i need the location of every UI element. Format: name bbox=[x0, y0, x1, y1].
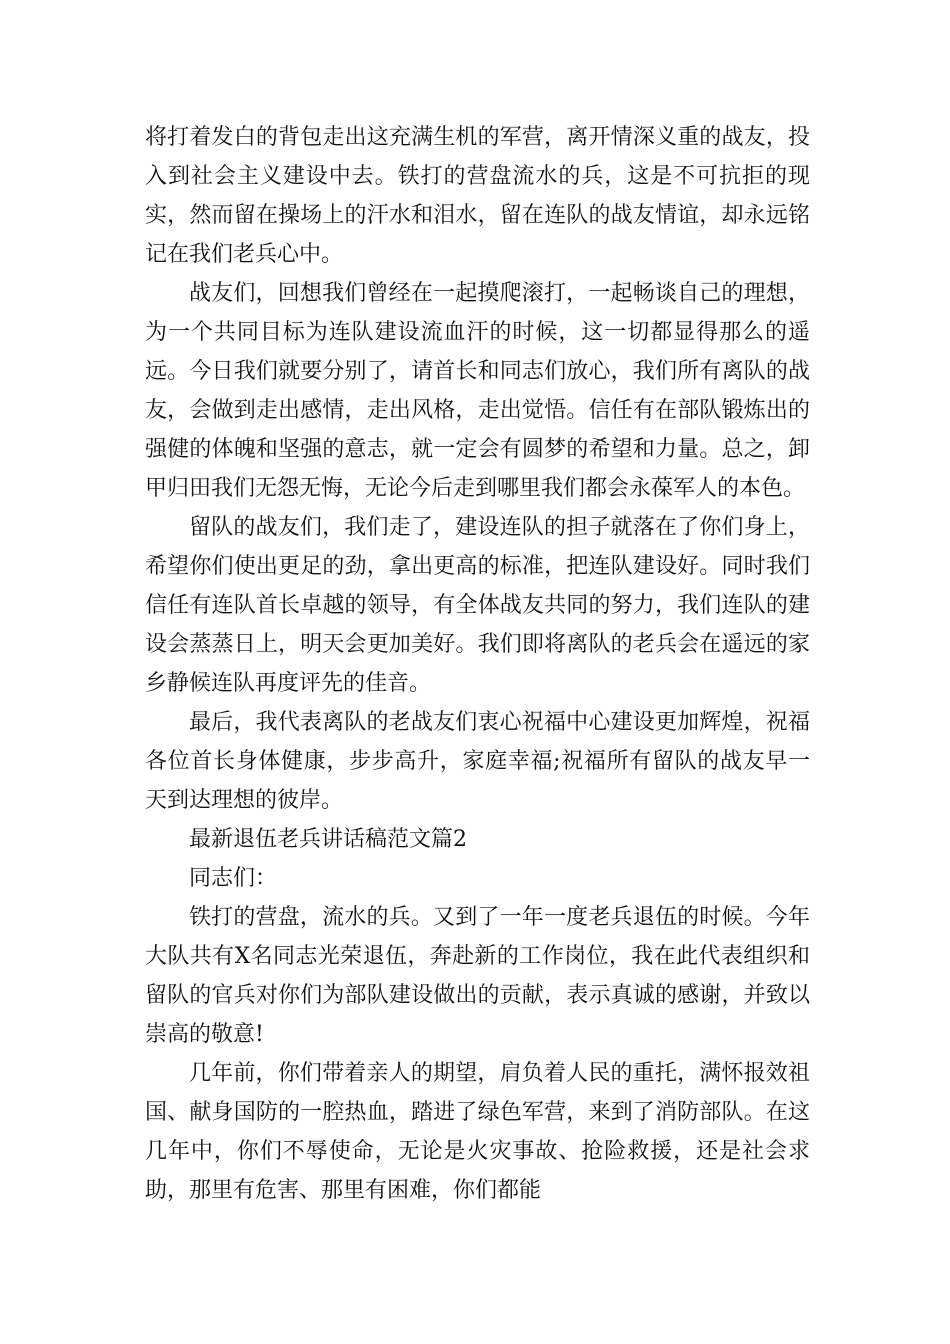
paragraph-continued: 将打着发白的背包走出这充满生机的军营，离开情深义重的战友，投入到社会主义建设中去。铁打的营盘流水的兵，这是不可抗拒的现实，然而留在操场上的汗水和泪水，留在连队的战友情谊，却永远铭记在我们老兵心中。 bbox=[145, 125, 810, 267]
paragraph-closing-wishes: 最后，我代表离队的老战友们衷心祝福中心建设更加辉煌，祝福各位首长身体健康，步步高升，家庭幸福;祝福所有留队的战友早一天到达理想的彼岸。 bbox=[145, 710, 810, 813]
document-body bbox=[145, 118, 810, 1210]
salutation: 同志们： bbox=[189, 866, 278, 891]
paragraph-years-ago: 几年前，你们带着亲人的期望，肩负着人民的重托，满怀报效祖国、献身国防的一腔热血，踏进了绿色军营，来到了消防部队。在这几年中，你们不辱使命，无论是火灾事故、抢险救援，还是社会求助，那里有危害、那里有困难，你们都能 bbox=[145, 1061, 810, 1203]
paragraph-remaining-comrades: 留队的战友们，我们走了，建设连队的担子就落在了你们身上，希望你们使出更足的劲，拿出更高的标准，把连队建设好。同时我们信任有连队首长卓越的领导，有全体战友共同的努力，我们连队的建设会蒸蒸日上，明天会更加美好。我们即将离队的老兵会在遥远的家乡静候连队再度评先的佳音。 bbox=[145, 515, 810, 696]
paragraph-barracks: 铁打的营盘，流水的兵。又到了一年一度老兵退伍的时候。今年大队共有X名同志光荣退伍，奔赴新的工作岗位，我在此代表组织和留队的官兵对你们为部队建设做出的贡献，表示真诚的感谢，并致以崇高的敬意! bbox=[145, 905, 810, 1047]
section-title: 最新退伍老兵讲话稿范文篇2 bbox=[189, 827, 467, 852]
paragraph-comrades-memories: 战友们，回想我们曾经在一起摸爬滚打，一起畅谈自己的理想，为一个共同目标为连队建设流血汗的时候，这一切都显得那么的遥远。今日我们就要分别了，请首长和同志们放心，我们所有离队的战友，会做到走出感情，走出风格，走出觉悟。信任有在部队锻炼出的强健的体魄和坚强的意志，就一定会有圆梦的希望和力量。总之，卸甲归田我们无怨无悔，无论今后走到哪里我们都会永葆军人的本色。 bbox=[145, 281, 810, 501]
